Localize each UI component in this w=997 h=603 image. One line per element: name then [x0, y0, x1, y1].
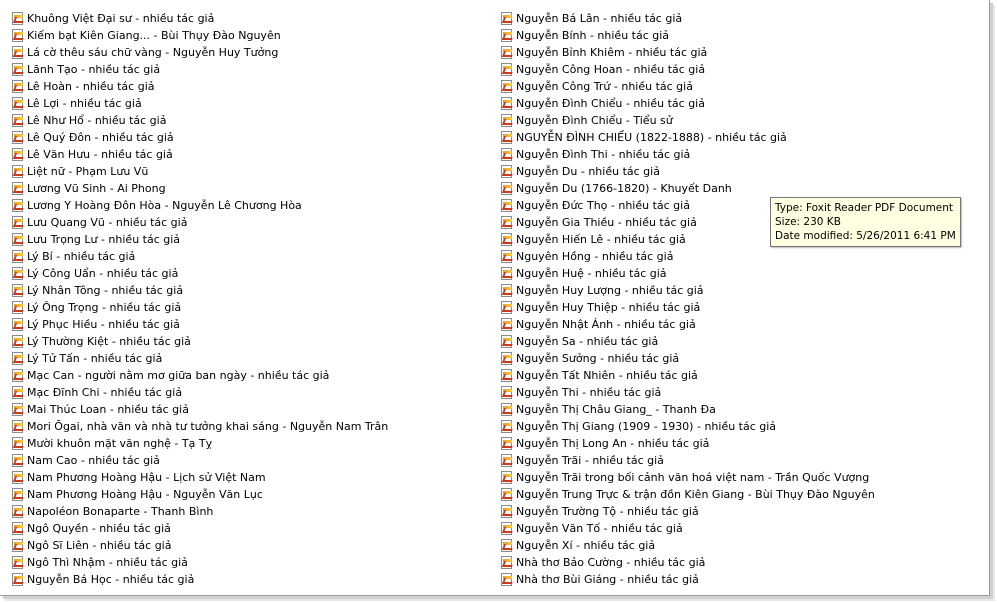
file-name-label: Lý Công Uẩn - nhiều tác giả [27, 267, 179, 280]
pdf-file-icon [501, 131, 512, 144]
file-item[interactable] [12, 180, 482, 197]
pdf-file-icon [501, 471, 512, 484]
file-item[interactable] [12, 401, 482, 418]
file-item[interactable] [12, 350, 482, 367]
file-item[interactable] [501, 571, 981, 588]
file-item[interactable] [12, 44, 482, 61]
pdf-file-icon [501, 12, 512, 25]
file-item[interactable] [12, 299, 482, 316]
file-item[interactable] [12, 554, 482, 571]
pdf-file-icon [12, 352, 23, 365]
file-name-label: Nguyễn Trãi trong bối cảnh văn hoá việt nam - Trần Quốc Vượng [516, 471, 870, 484]
pdf-file-icon [12, 573, 23, 586]
file-name-label: Nguyễn Thị Giang (1909 - 1930) - nhiều tác giả [516, 420, 777, 433]
pdf-file-icon [12, 114, 23, 127]
file-item[interactable] [12, 503, 482, 520]
file-name-label: Nguyễn Thị Long An - nhiều tác giả [516, 437, 710, 450]
file-item[interactable] [501, 27, 981, 44]
file-name-label: Lê Hoàn - nhiều tác giả [27, 80, 155, 93]
pdf-file-icon [12, 46, 23, 59]
file-name-label: Lê Lợi - nhiều tác giả [27, 97, 142, 110]
pdf-file-icon [501, 318, 512, 331]
file-name-label: Nguyễn Trường Tộ - nhiều tác giả [516, 505, 699, 518]
file-name-label: Nguyễn Sa - nhiều tác giả [516, 335, 659, 348]
file-item[interactable] [12, 333, 482, 350]
file-name-label: Lưu Quang Vũ - nhiều tác giả [27, 216, 188, 229]
pdf-file-icon [501, 403, 512, 416]
file-name-label: Lý Tử Tấn - nhiều tác giả [27, 352, 163, 365]
file-name-label: Mori Ōgai, nhà văn và nhà tư tưởng khai sáng - Nguyễn Nam Trân [27, 420, 389, 433]
file-item[interactable] [12, 571, 482, 588]
file-name-label: Nguyễn Huệ - nhiều tác giả [516, 267, 667, 280]
file-name-label: Nguyễn Bính - nhiều tác giả [516, 29, 670, 42]
file-name-label: Mười khuôn mặt văn nghệ - Tạ Tỵ [27, 437, 213, 450]
pdf-file-icon [501, 301, 512, 314]
file-name-label: Lá cờ thêu sáu chữ vàng - Nguyễn Huy Tưởng [27, 46, 279, 59]
file-item[interactable] [501, 299, 981, 316]
file-name-label: Nguyễn Bá Lân - nhiều tác giả [516, 12, 683, 25]
pdf-file-icon [501, 335, 512, 348]
pdf-file-icon [12, 97, 23, 110]
file-item[interactable] [501, 282, 981, 299]
pdf-file-icon [501, 539, 512, 552]
file-name-label: Nguyễn Du - nhiều tác giả [516, 165, 660, 178]
file-name-label: Nguyễn Hiến Lê - nhiều tác giả [516, 233, 686, 246]
file-name-label: Mạc Đĩnh Chi - nhiều tác giả [27, 386, 183, 399]
pdf-file-icon [501, 437, 512, 450]
file-name-label: Lương Y Hoàng Đôn Hòa - Nguyễn Lê Chương Hòa [27, 199, 302, 212]
pdf-file-icon [12, 301, 23, 314]
file-name-label: Mai Thúc Loan - nhiều tác giả [27, 403, 189, 416]
pdf-file-icon [12, 250, 23, 263]
file-name-label: Mạc Can - người nằm mơ giữa ban ngày - nhiều tác giả [27, 369, 330, 382]
pdf-file-icon [12, 318, 23, 331]
file-item[interactable] [12, 10, 482, 27]
tooltip-type: Type: Foxit Reader PDF Document [775, 202, 954, 214]
pdf-file-icon [12, 437, 23, 450]
pdf-file-icon [501, 216, 512, 229]
file-name-label: Nguyễn Huy Lượng - nhiều tác giả [516, 284, 704, 297]
file-item[interactable] [12, 316, 482, 333]
file-item[interactable] [501, 333, 981, 350]
pdf-file-icon [501, 454, 512, 467]
pdf-file-icon [12, 369, 23, 382]
file-item[interactable] [12, 95, 482, 112]
pdf-file-icon [12, 29, 23, 42]
file-item[interactable] [501, 418, 981, 435]
file-name-label: Napoléon Bonaparte - Thanh Bình [27, 505, 214, 518]
file-item[interactable] [501, 180, 981, 197]
pdf-file-icon [12, 131, 23, 144]
file-name-label: Nguyễn Du (1766-1820) - Khuyết Danh [516, 182, 732, 195]
file-item[interactable] [501, 384, 981, 401]
file-item[interactable] [501, 367, 981, 384]
pdf-file-icon [501, 63, 512, 76]
pdf-file-icon [501, 369, 512, 382]
pdf-file-icon [501, 114, 512, 127]
file-name-label: Nguyễn Gia Thiều - nhiều tác giả [516, 216, 697, 229]
file-name-label: Lý Nhân Tông - nhiều tác giả [27, 284, 184, 297]
file-item[interactable] [501, 486, 981, 503]
pdf-file-icon [501, 386, 512, 399]
file-name-label: Nguyễn Văn Tố - nhiều tác giả [516, 522, 683, 535]
file-name-label: Nguyễn Nhật Ánh - nhiều tác giả [516, 318, 696, 331]
file-item[interactable] [501, 95, 981, 112]
file-item[interactable] [501, 265, 981, 282]
file-name-label: Nhà thơ Bảo Cường - nhiều tác giả [516, 556, 706, 569]
file-item[interactable] [501, 350, 981, 367]
file-name-label: Nguyên Hồng - nhiều tác giả [516, 250, 674, 263]
file-item[interactable] [12, 486, 482, 503]
pdf-file-icon [12, 233, 23, 246]
pdf-file-icon [12, 386, 23, 399]
file-name-label: Nam Phương Hoàng Hậu - Nguyễn Văn Lục [27, 488, 263, 501]
file-name-label: Nhà thơ Bùi Giáng - nhiều tác giả [516, 573, 699, 586]
file-name-label: Nguyễn Đình Chiểu - Tiểu sử [516, 114, 673, 127]
file-item[interactable] [501, 401, 981, 418]
file-item[interactable] [12, 27, 482, 44]
file-item[interactable] [12, 163, 482, 180]
file-item[interactable] [12, 248, 482, 265]
file-name-label: Lê Văn Hưu - nhiều tác giả [27, 148, 173, 161]
pdf-file-icon [501, 352, 512, 365]
pdf-file-icon [501, 199, 512, 212]
file-item[interactable] [12, 435, 482, 452]
pdf-file-icon [501, 29, 512, 42]
tooltip-size: Size: 230 KB [775, 216, 841, 228]
pdf-file-icon [501, 267, 512, 280]
file-name-label: Lê Như Hổ - nhiều tác giả [27, 114, 167, 127]
pdf-file-icon [501, 505, 512, 518]
pdf-file-icon [501, 165, 512, 178]
file-name-label: Lý Phục Hiều - nhiều tác giả [27, 318, 180, 331]
file-name-label: NGUYỄN ĐÌNH CHIỂU (1822-1888) - nhiều tác giả [516, 131, 787, 144]
file-name-label: Nguyễn Trãi - nhiều tác giả [516, 454, 664, 467]
file-name-label: Lý Thường Kiệt - nhiều tác giả [27, 335, 191, 348]
file-info-tooltip [770, 197, 961, 247]
file-item[interactable] [12, 384, 482, 401]
pdf-file-icon [501, 573, 512, 586]
file-item[interactable] [12, 367, 482, 384]
file-name-label: Nguyễn Công Hoan - nhiều tác giả [516, 63, 706, 76]
file-name-label: Nguyễn Công Trứ - nhiều tác giả [516, 80, 693, 93]
tooltip-date-modified: Date modified: 5/26/2011 6:41 PM [775, 230, 956, 242]
file-name-label: Nguyễn Sưởng - nhiều tác giả [516, 352, 680, 365]
file-item[interactable] [501, 129, 981, 146]
file-item[interactable] [501, 469, 981, 486]
file-item[interactable] [501, 10, 981, 27]
file-name-label: Nguyễn Xí - nhiều tác giả [516, 539, 656, 552]
file-item[interactable] [12, 197, 482, 214]
pdf-file-icon [501, 488, 512, 501]
pdf-file-icon [12, 165, 23, 178]
file-item[interactable] [501, 163, 981, 180]
pdf-file-icon [12, 284, 23, 297]
pdf-file-icon [12, 216, 23, 229]
file-item[interactable] [501, 112, 981, 129]
file-item[interactable] [12, 231, 482, 248]
pdf-file-icon [12, 12, 23, 25]
file-item[interactable] [501, 146, 981, 163]
file-item[interactable] [501, 44, 981, 61]
file-item[interactable] [12, 265, 482, 282]
pdf-file-icon [501, 284, 512, 297]
pdf-file-icon [12, 488, 23, 501]
pdf-file-icon [12, 80, 23, 93]
file-name-label: Nguyễn Bỉnh Khiêm - nhiều tác giả [516, 46, 708, 59]
file-name-label: Nguyễn Thi - nhiều tác giả [516, 386, 662, 399]
file-name-label: Lương Vũ Sinh - Ai Phong [27, 182, 166, 195]
file-item[interactable] [501, 316, 981, 333]
pdf-file-icon [12, 335, 23, 348]
pdf-file-icon [501, 80, 512, 93]
file-item[interactable] [501, 78, 981, 95]
pdf-file-icon [12, 539, 23, 552]
file-item[interactable] [12, 282, 482, 299]
pdf-file-icon [12, 505, 23, 518]
pdf-file-icon [12, 182, 23, 195]
file-name-label: Ngô Quyền - nhiều tác giả [27, 522, 171, 535]
file-name-label: Lý Ông Trọng - nhiều tác giả [27, 301, 182, 314]
pdf-file-icon [12, 148, 23, 161]
file-name-label: Lãnh Tạo - nhiều tác giả [27, 63, 161, 76]
pdf-file-icon [501, 522, 512, 535]
pdf-file-icon [12, 403, 23, 416]
file-item[interactable] [501, 248, 981, 265]
file-item[interactable] [12, 112, 482, 129]
file-name-label: Nguyễn Tất Nhiên - nhiều tác giả [516, 369, 698, 382]
file-name-label: Liệt nữ - Phạm Lưu Vũ [27, 165, 149, 178]
file-item[interactable] [12, 452, 482, 469]
file-item[interactable] [12, 214, 482, 231]
file-list-right-column [501, 10, 981, 588]
file-item[interactable] [12, 520, 482, 537]
file-item[interactable] [501, 61, 981, 78]
pdf-file-icon [501, 233, 512, 246]
file-list-left-column [12, 10, 482, 588]
file-item[interactable] [12, 146, 482, 163]
file-name-label: Lưu Trọng Lư - nhiều tác giả [27, 233, 181, 246]
file-name-label: Nguyễn Đức Thọ - nhiều tác giả [516, 199, 690, 212]
file-name-label: Khuông Việt Đại sư - nhiều tác giả [27, 12, 215, 25]
pdf-file-icon [501, 182, 512, 195]
file-item[interactable] [501, 554, 981, 571]
file-item[interactable] [12, 129, 482, 146]
file-item[interactable] [501, 503, 981, 520]
pdf-file-icon [501, 250, 512, 263]
pdf-file-icon [501, 556, 512, 569]
file-name-label: Nguyễn Thị Châu Giang_ - Thanh Đa [516, 403, 716, 416]
file-item[interactable] [501, 435, 981, 452]
file-item[interactable] [12, 418, 482, 435]
pdf-file-icon [12, 471, 23, 484]
file-item[interactable] [12, 61, 482, 78]
file-name-label: Nguyễn Trung Trực & trận đồn Kiên Giang - Bùi Thụy Đào Nguyên [516, 488, 875, 501]
pdf-file-icon [501, 97, 512, 110]
file-name-label: Lê Quý Đôn - nhiều tác giả [27, 131, 174, 144]
file-item[interactable] [12, 469, 482, 486]
pdf-file-icon [12, 199, 23, 212]
file-item[interactable] [12, 537, 482, 554]
pdf-file-icon [12, 522, 23, 535]
pdf-file-icon [501, 148, 512, 161]
file-name-label: Nguyễn Đình Thi - nhiều tác giả [516, 148, 691, 161]
file-name-label: Ngô Thì Nhậm - nhiều tác giả [27, 556, 188, 569]
file-item[interactable] [12, 78, 482, 95]
pdf-file-icon [12, 556, 23, 569]
pdf-file-icon [501, 420, 512, 433]
file-name-label: Lý Bí - nhiều tác giả [27, 250, 136, 263]
file-name-label: Ngô Sĩ Liên - nhiều tác giả [27, 539, 172, 552]
file-name-label: Kiếm bạt Kiên Giang... - Bùi Thụy Đào Nguyên [27, 29, 281, 42]
file-name-label: Nam Cao - nhiều tác giả [27, 454, 160, 467]
file-item[interactable] [501, 520, 981, 537]
pdf-file-icon [501, 46, 512, 59]
file-item[interactable] [501, 537, 981, 554]
file-name-label: Nam Phương Hoàng Hậu - Lịch sử Việt Nam [27, 471, 266, 484]
pdf-file-icon [12, 420, 23, 433]
pdf-file-icon [12, 63, 23, 76]
pdf-file-icon [12, 454, 23, 467]
file-item[interactable] [501, 452, 981, 469]
file-name-label: Nguyễn Huy Thiệp - nhiều tác giả [516, 301, 701, 314]
file-name-label: Nguyễn Bá Học - nhiều tác giả [27, 573, 195, 586]
pdf-file-icon [12, 267, 23, 280]
file-name-label: Nguyễn Đình Chiểu - nhiều tác giả [516, 97, 705, 110]
